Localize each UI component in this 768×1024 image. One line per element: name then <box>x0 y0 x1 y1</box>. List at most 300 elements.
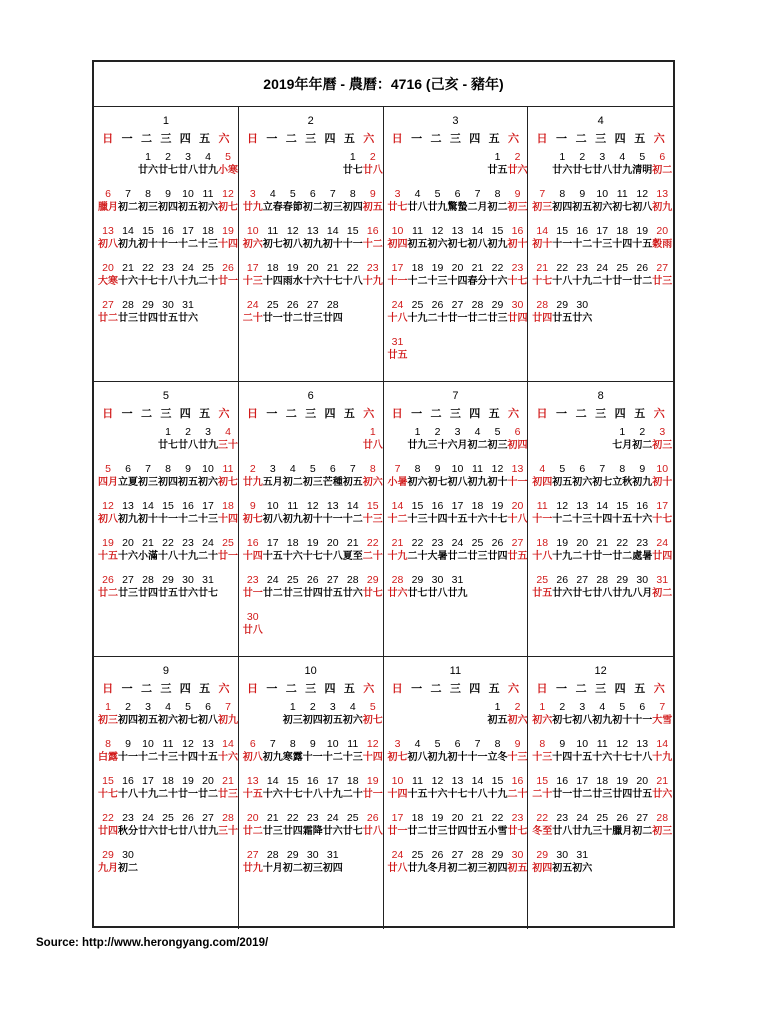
day-cell <box>323 461 343 498</box>
empty-cell <box>552 424 572 461</box>
lunar-day: 十九 <box>322 789 343 800</box>
gregorian-day: 20 <box>326 537 339 549</box>
day-cell <box>388 334 408 371</box>
gregorian-day: 15 <box>616 500 629 512</box>
lunar-day: 廿二 <box>407 826 428 837</box>
day-cell <box>303 461 323 498</box>
lunar-day: 十三 <box>532 752 553 763</box>
lunar-day: 十一 <box>532 514 553 525</box>
gregorian-day: 13 <box>511 463 524 475</box>
lunar-day: 初八 <box>572 715 593 726</box>
gregorian-day: 10 <box>596 188 609 200</box>
gregorian-day: 24 <box>391 299 404 311</box>
gregorian-day: 10 <box>391 775 404 787</box>
lunar-day: 廿八 <box>592 588 613 599</box>
day-cell <box>632 498 652 535</box>
lunar-day: 廿二 <box>98 588 118 599</box>
day-cell <box>592 260 612 297</box>
gregorian-day: 31 <box>391 336 404 348</box>
day-cell <box>178 297 198 334</box>
gregorian-day: 24 <box>451 537 464 549</box>
day-cell <box>218 699 238 736</box>
lunar-day: 十五 <box>198 752 218 763</box>
lunar-day: 初三 <box>507 202 528 213</box>
lunar-day: 十八 <box>302 789 323 800</box>
lunar-day: 廿六 <box>138 826 158 837</box>
gregorian-day: 24 <box>576 812 589 824</box>
lunar-day: 廿八 <box>387 863 408 874</box>
day-cell <box>532 186 552 223</box>
day-cell <box>263 186 283 223</box>
lunar-day: 芒種 <box>322 477 343 488</box>
day-grid <box>532 149 673 334</box>
weekday-header <box>243 129 379 149</box>
lunar-day: 廿八 <box>407 202 428 213</box>
day-cell <box>263 260 283 297</box>
lunar-day: 廿六 <box>507 165 528 176</box>
weekday-label: 三 <box>160 408 172 420</box>
day-cell <box>428 810 448 847</box>
month-10 <box>239 657 384 929</box>
weekday-label: 六 <box>508 408 520 420</box>
gregorian-day: 26 <box>616 812 629 824</box>
lunar-day: 初九 <box>652 202 673 213</box>
day-cell <box>263 810 283 847</box>
gregorian-day: 29 <box>411 574 424 586</box>
gregorian-day: 12 <box>306 500 319 512</box>
lunar-day: 初三 <box>532 202 553 213</box>
weekday-label: 三 <box>305 133 317 145</box>
gregorian-day: 31 <box>326 849 339 861</box>
gregorian-day: 24 <box>326 812 339 824</box>
day-cell <box>118 297 138 334</box>
lunar-day: 初四 <box>118 715 138 726</box>
day-cell <box>343 223 363 260</box>
day-cell <box>652 736 672 773</box>
weekday-label: 四 <box>614 408 626 420</box>
gregorian-day: 12 <box>431 225 444 237</box>
gregorian-day: 13 <box>202 738 214 750</box>
day-cell <box>198 535 218 572</box>
gregorian-day: 9 <box>369 188 376 200</box>
weekday-label: 三 <box>160 133 172 145</box>
empty-cell <box>303 149 323 186</box>
gregorian-day: 7 <box>474 188 481 200</box>
gregorian-day: 24 <box>596 262 609 274</box>
day-cell <box>408 572 428 609</box>
day-cell <box>448 736 468 773</box>
empty-cell <box>408 149 428 186</box>
gregorian-day: 18 <box>202 225 214 237</box>
day-cell <box>408 736 428 773</box>
gregorian-day: 10 <box>391 225 404 237</box>
gregorian-day: 23 <box>162 262 174 274</box>
lunar-day: 立秋 <box>612 477 633 488</box>
lunar-day: 初七 <box>242 514 263 525</box>
gregorian-day: 13 <box>636 738 649 750</box>
gregorian-day: 2 <box>309 701 316 713</box>
gregorian-day: 26 <box>182 812 194 824</box>
lunar-day: 十六 <box>427 789 448 800</box>
lunar-day: 廿八 <box>242 625 263 636</box>
day-cell <box>508 461 528 498</box>
gregorian-day: 23 <box>182 537 194 549</box>
day-cell <box>363 535 383 572</box>
gregorian-day: 1 <box>414 426 421 438</box>
weekday-header <box>388 679 524 699</box>
gregorian-day: 3 <box>269 463 276 475</box>
lunar-day: 十二 <box>387 514 408 525</box>
lunar-day: 初五 <box>362 202 383 213</box>
empty-cell <box>532 149 552 186</box>
month-2 <box>239 107 384 382</box>
day-cell <box>263 223 283 260</box>
empty-cell <box>592 424 612 461</box>
day-cell <box>572 498 592 535</box>
weekday-label: 三 <box>595 133 607 145</box>
lunar-day: 廿一 <box>218 276 238 287</box>
gregorian-day: 3 <box>205 426 211 438</box>
day-cell <box>138 699 158 736</box>
lunar-day: 初十 <box>652 477 673 488</box>
gregorian-day: 18 <box>596 775 609 787</box>
lunar-day: 廿九 <box>198 440 218 451</box>
day-cell <box>612 699 632 736</box>
weekday-label: 六 <box>653 683 665 695</box>
lunar-day: 廿二 <box>447 551 468 562</box>
day-grid <box>242 424 383 646</box>
gregorian-day: 19 <box>636 225 649 237</box>
lunar-day: 初八 <box>632 202 653 213</box>
lunar-day: 初十 <box>138 239 158 250</box>
day-cell <box>283 736 303 773</box>
empty-cell <box>388 149 408 186</box>
gregorian-day: 22 <box>491 812 504 824</box>
weekday-label: 日 <box>536 683 548 695</box>
empty-cell <box>243 424 263 461</box>
gregorian-day: 23 <box>306 812 319 824</box>
gregorian-day: 1 <box>145 151 151 163</box>
weekday-label: 三 <box>595 408 607 420</box>
day-cell <box>592 223 612 260</box>
gregorian-day: 30 <box>431 574 444 586</box>
gregorian-day: 16 <box>576 225 589 237</box>
lunar-day: 廿五 <box>387 350 408 361</box>
lunar-day: 廿九 <box>407 863 428 874</box>
gregorian-day: 11 <box>202 188 214 200</box>
day-cell <box>263 297 283 334</box>
day-cell <box>178 461 198 498</box>
lunar-day: 初十 <box>302 514 323 525</box>
gregorian-day: 29 <box>536 849 549 861</box>
gregorian-day: 1 <box>165 426 171 438</box>
gregorian-day: 3 <box>185 151 191 163</box>
day-cell <box>488 810 508 847</box>
day-cell <box>552 773 572 810</box>
lunar-day: 十一 <box>342 239 363 250</box>
gregorian-day: 29 <box>556 299 569 311</box>
gregorian-day: 15 <box>491 225 504 237</box>
day-cell <box>632 699 652 736</box>
day-cell <box>323 297 343 334</box>
gregorian-day: 15 <box>162 500 174 512</box>
gregorian-day: 8 <box>619 463 626 475</box>
lunar-day: 十九 <box>178 276 198 287</box>
weekday-label: 四 <box>324 683 336 695</box>
weekday-header <box>532 404 669 424</box>
lunar-day: 廿一 <box>242 588 263 599</box>
day-cell <box>388 736 408 773</box>
day-grid <box>98 699 238 884</box>
gregorian-day: 25 <box>616 262 629 274</box>
day-cell <box>592 773 612 810</box>
day-cell <box>243 186 263 223</box>
day-cell <box>158 498 178 535</box>
lunar-day: 廿一 <box>447 313 468 324</box>
weekday-label: 日 <box>102 408 114 420</box>
day-cell <box>218 498 238 535</box>
day-grid <box>387 699 528 884</box>
day-grid <box>387 424 528 609</box>
gregorian-day: 22 <box>162 537 174 549</box>
gregorian-day: 10 <box>451 463 464 475</box>
day-cell <box>408 186 428 223</box>
lunar-day: 廿二 <box>282 313 303 324</box>
empty-cell <box>138 424 158 461</box>
lunar-day: 初四 <box>532 477 553 488</box>
gregorian-day: 31 <box>451 574 464 586</box>
gregorian-day: 28 <box>391 574 404 586</box>
gregorian-day: 26 <box>556 574 569 586</box>
gregorian-day: 8 <box>539 738 546 750</box>
gregorian-day: 5 <box>185 701 191 713</box>
day-cell <box>138 149 158 186</box>
gregorian-day: 13 <box>576 500 589 512</box>
day-cell <box>508 149 528 186</box>
weekday-label: 三 <box>160 683 172 695</box>
gregorian-day: 7 <box>349 463 356 475</box>
lunar-day: 十月 <box>262 863 283 874</box>
gregorian-day: 9 <box>579 188 586 200</box>
lunar-day: 初九 <box>218 715 238 726</box>
gregorian-day: 1 <box>539 701 546 713</box>
day-cell <box>283 773 303 810</box>
lunar-day: 初七 <box>552 715 573 726</box>
lunar-day: 四月 <box>98 477 118 488</box>
lunar-day: 廿二 <box>198 789 218 800</box>
gregorian-day: 8 <box>494 188 501 200</box>
day-cell <box>303 572 323 609</box>
lunar-day: 十一 <box>507 477 528 488</box>
gregorian-day: 25 <box>596 812 609 824</box>
gregorian-day: 19 <box>431 812 444 824</box>
month-name: 6 <box>307 390 314 402</box>
gregorian-day: 27 <box>102 299 114 311</box>
day-grid <box>98 424 238 609</box>
day-cell <box>263 461 283 498</box>
lunar-day: 小寒 <box>218 165 238 176</box>
gregorian-day: 1 <box>349 151 356 163</box>
lunar-day: 廿一 <box>612 276 633 287</box>
day-cell <box>118 461 138 498</box>
gregorian-day: 20 <box>102 262 114 274</box>
day-cell <box>198 736 218 773</box>
gregorian-day: 15 <box>346 225 359 237</box>
lunar-day: 廿八 <box>178 165 198 176</box>
lunar-day: 廿七 <box>572 165 593 176</box>
lunar-day: 二十 <box>427 313 448 324</box>
gregorian-day: 3 <box>394 188 401 200</box>
day-cell <box>428 186 448 223</box>
day-cell <box>98 260 118 297</box>
gregorian-day: 14 <box>346 500 359 512</box>
lunar-day: 廿三 <box>282 588 303 599</box>
day-cell <box>612 535 632 572</box>
day-cell <box>508 847 528 884</box>
lunar-day: 二十 <box>407 551 428 562</box>
day-cell <box>343 810 363 847</box>
gregorian-day: 2 <box>514 701 521 713</box>
gregorian-day: 22 <box>366 537 379 549</box>
empty-cell <box>118 424 138 461</box>
weekday-label: 四 <box>614 133 626 145</box>
day-cell <box>158 810 178 847</box>
day-cell <box>118 810 138 847</box>
lunar-day: 初七 <box>362 715 383 726</box>
day-cell <box>303 535 323 572</box>
month-name: 5 <box>162 390 169 402</box>
day-cell <box>283 461 303 498</box>
day-grid <box>242 699 383 884</box>
gregorian-day: 1 <box>619 426 626 438</box>
day-cell <box>448 810 468 847</box>
day-cell <box>428 847 448 884</box>
gregorian-day: 17 <box>246 262 259 274</box>
gregorian-day: 16 <box>162 225 174 237</box>
gregorian-day: 17 <box>576 775 589 787</box>
lunar-day: 十八 <box>158 276 178 287</box>
lunar-day: 初六 <box>198 477 218 488</box>
day-cell <box>283 498 303 535</box>
lunar-day: 十七 <box>322 276 343 287</box>
day-cell <box>572 297 592 334</box>
lunar-day: 廿六 <box>178 313 198 324</box>
gregorian-day: 14 <box>656 738 669 750</box>
lunar-day: 十二 <box>178 239 198 250</box>
weekday-label: 六 <box>363 408 375 420</box>
day-cell <box>408 535 428 572</box>
gregorian-day: 14 <box>471 775 484 787</box>
day-cell <box>552 699 572 736</box>
gregorian-day: 24 <box>202 537 214 549</box>
gregorian-day: 26 <box>222 262 234 274</box>
weekday-label: 五 <box>488 408 500 420</box>
lunar-day: 廿一 <box>387 826 408 837</box>
empty-cell <box>428 699 448 736</box>
gregorian-day: 25 <box>266 299 279 311</box>
day-cell <box>98 297 118 334</box>
day-cell <box>552 186 572 223</box>
gregorian-day: 27 <box>511 537 524 549</box>
lunar-day: 初二 <box>652 588 673 599</box>
lunar-day: 三十 <box>592 826 613 837</box>
empty-cell <box>388 424 408 461</box>
gregorian-day: 9 <box>434 463 441 475</box>
gregorian-day: 2 <box>639 426 646 438</box>
lunar-day: 初九 <box>262 752 283 763</box>
lunar-day: 十一 <box>302 752 323 763</box>
lunar-day: 臘月 <box>98 202 118 213</box>
gregorian-day: 21 <box>391 537 404 549</box>
day-cell <box>532 699 552 736</box>
lunar-day: 立夏 <box>118 477 138 488</box>
lunar-day: 廿七 <box>158 440 178 451</box>
day-cell <box>468 424 488 461</box>
gregorian-day: 27 <box>636 812 649 824</box>
gregorian-day: 12 <box>556 500 569 512</box>
gregorian-day: 29 <box>366 574 379 586</box>
lunar-day: 十八 <box>532 551 553 562</box>
lunar-day: 初十 <box>322 239 343 250</box>
lunar-day: 大暑 <box>427 551 448 562</box>
day-cell <box>532 810 552 847</box>
day-cell <box>508 535 528 572</box>
gregorian-day: 22 <box>102 812 114 824</box>
lunar-day: 十一 <box>158 514 178 525</box>
lunar-day: 十六 <box>487 276 508 287</box>
day-cell <box>388 572 408 609</box>
lunar-day: 冬至 <box>532 826 553 837</box>
lunar-day: 二十 <box>158 789 178 800</box>
day-cell <box>303 186 323 223</box>
day-cell <box>552 297 572 334</box>
lunar-day: 廿九 <box>198 826 218 837</box>
weekday-header <box>98 679 234 699</box>
day-cell <box>198 149 218 186</box>
lunar-day: 十八 <box>342 276 363 287</box>
gregorian-day: 4 <box>289 463 296 475</box>
day-cell <box>178 572 198 609</box>
day-cell <box>632 810 652 847</box>
month-grid <box>94 107 673 929</box>
day-cell <box>612 773 632 810</box>
weekday-label: 二 <box>140 408 152 420</box>
day-cell <box>488 223 508 260</box>
lunar-day: 十三 <box>362 514 383 525</box>
day-cell <box>652 223 672 260</box>
day-cell <box>612 424 632 461</box>
day-cell <box>363 461 383 498</box>
lunar-day: 初二 <box>632 826 653 837</box>
day-cell <box>428 572 448 609</box>
weekday-label: 日 <box>536 408 548 420</box>
gregorian-day: 28 <box>326 299 339 311</box>
day-cell <box>178 736 198 773</box>
lunar-day: 廿五 <box>322 588 343 599</box>
gregorian-day: 8 <box>145 188 151 200</box>
gregorian-day: 16 <box>182 500 194 512</box>
lunar-day: 初七 <box>218 202 238 213</box>
month-3 <box>384 107 529 382</box>
gregorian-day: 11 <box>287 500 299 512</box>
day-cell <box>488 297 508 334</box>
gregorian-day: 15 <box>286 775 299 787</box>
gregorian-day: 19 <box>286 262 299 274</box>
day-cell <box>243 847 263 884</box>
month-name: 9 <box>162 665 169 677</box>
lunar-day: 初四 <box>158 202 178 213</box>
gregorian-day: 12 <box>431 775 444 787</box>
